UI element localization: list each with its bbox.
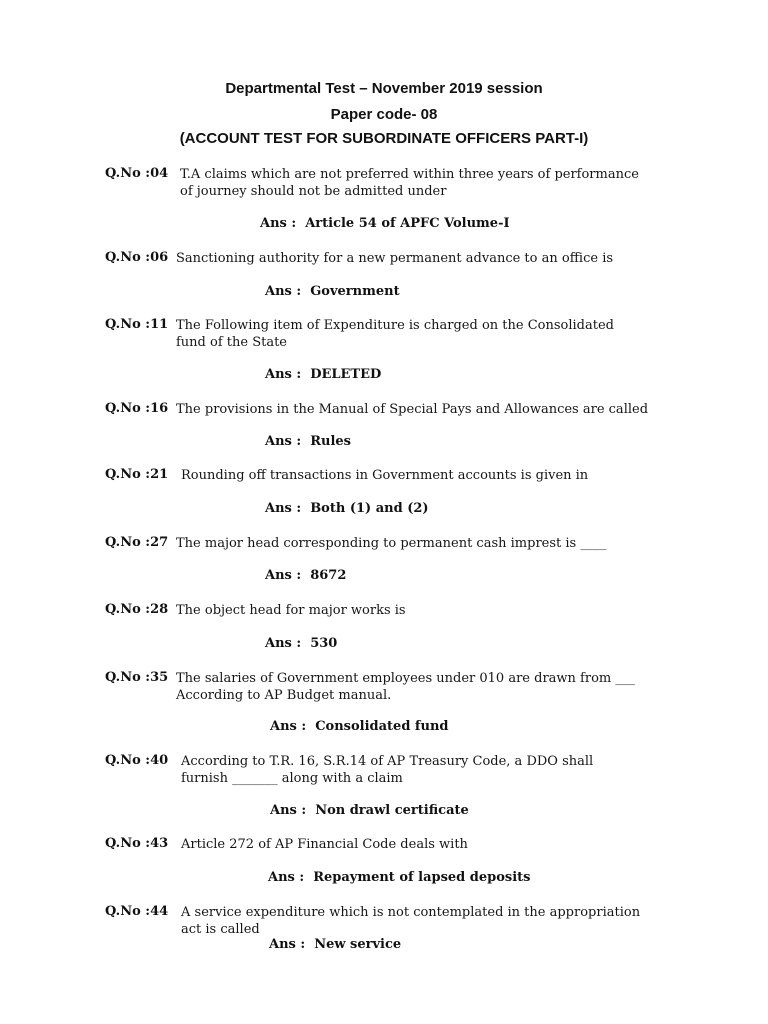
question-number: Q.No :11 [105, 317, 169, 332]
answer [265, 501, 429, 516]
question-text [181, 753, 681, 787]
answer-label: Ans : [265, 501, 302, 516]
question-text-line: fund of the State [176, 335, 288, 350]
question-text-line: T.A claims which are not preferred within three years of performance [180, 167, 639, 182]
answer-text: 530 [310, 636, 338, 651]
question-text-line: A service expenditure which is not contemplated in the appropriation [181, 905, 641, 920]
answer-label: Ans : [265, 568, 302, 583]
question-number: Q.No :27 [105, 535, 169, 550]
question-text-line: furnish _______ along with a claim [181, 771, 403, 786]
paper-code: Paper code- 08 [330, 106, 438, 123]
question-text [181, 904, 681, 938]
answer [270, 719, 449, 734]
question-text [176, 317, 676, 351]
question-text-line: The provisions in the Manual of Special Pays and Allowances are called [176, 402, 649, 417]
question-number: Q.No :35 [105, 670, 169, 685]
question-number: Q.No :43 [105, 836, 169, 851]
question-text-line: According to AP Budget manual. [176, 688, 392, 703]
question-text-line: The Following item of Expenditure is charged on the Consolidated [176, 318, 614, 333]
answer-label: Ans : [265, 284, 302, 299]
answer [270, 803, 469, 818]
question-text-line: According to T.R. 16, S.R.14 of AP Treasury Code, a DDO shall [181, 754, 594, 769]
question-text [181, 467, 681, 484]
answer-text: DELETED [310, 367, 382, 382]
answer [268, 870, 531, 885]
answer-label: Ans : [269, 937, 306, 952]
question-text [176, 602, 676, 619]
answer-text: Repayment of lapsed deposits [313, 870, 531, 885]
answer-label: Ans : [260, 216, 297, 231]
question-text-line: of journey should not be admitted under [180, 184, 447, 199]
answer-text: Government [310, 284, 400, 299]
question-text-line: act is called [181, 922, 260, 937]
answer [265, 284, 400, 299]
answer [265, 367, 381, 382]
answer-text: New service [314, 937, 402, 952]
answer-text: 8672 [310, 568, 347, 583]
question-number: Q.No :06 [105, 250, 169, 265]
question-text-line: The object head for major works is [176, 603, 406, 618]
question-number: Q.No :28 [105, 602, 169, 617]
question-text [176, 670, 676, 704]
question-text-line: Article 272 of AP Financial Code deals with [181, 837, 468, 852]
question-text [176, 535, 676, 552]
question-text-line: The major head corresponding to permanent cash imprest is ____ [176, 536, 607, 551]
answer-label: Ans : [265, 367, 302, 382]
question-text [180, 166, 680, 200]
question-text [181, 836, 681, 853]
answer-text: Both (1) and (2) [310, 501, 429, 516]
question-text-line: The salaries of Government employees under 010 are drawn from ___ [176, 671, 635, 686]
question-number: Q.No :04 [105, 166, 169, 181]
answer-label: Ans : [270, 803, 307, 818]
question-text-line: Rounding off transactions in Government accounts is given in [181, 468, 589, 483]
answer-label: Ans : [270, 719, 307, 734]
answer-label: Ans : [265, 434, 302, 449]
document-subtitle: (ACCOUNT TEST FOR SUBORDINATE OFFICERS PART-I) [179, 130, 589, 147]
answer-text: Consolidated fund [315, 719, 449, 734]
question-number: Q.No :21 [105, 467, 169, 482]
question-text [176, 401, 676, 418]
question-number: Q.No :40 [105, 753, 169, 768]
question-text-line: Sanctioning authority for a new permanent advance to an office is [176, 251, 614, 266]
answer-text: Non drawl certificate [315, 803, 469, 818]
answer [265, 568, 346, 583]
answer [265, 636, 337, 651]
answer-text: Rules [310, 434, 351, 449]
answer-text: Article 54 of APFC Volume-I [305, 216, 510, 231]
question-text [176, 250, 676, 267]
question-number: Q.No :16 [105, 401, 169, 416]
document-title: Departmental Test – November 2019 session [225, 80, 543, 97]
answer-label: Ans : [268, 870, 305, 885]
answer [269, 937, 401, 952]
answer [260, 216, 510, 231]
question-number: Q.No :44 [105, 904, 169, 919]
answer-label: Ans : [265, 636, 302, 651]
answer [265, 434, 351, 449]
